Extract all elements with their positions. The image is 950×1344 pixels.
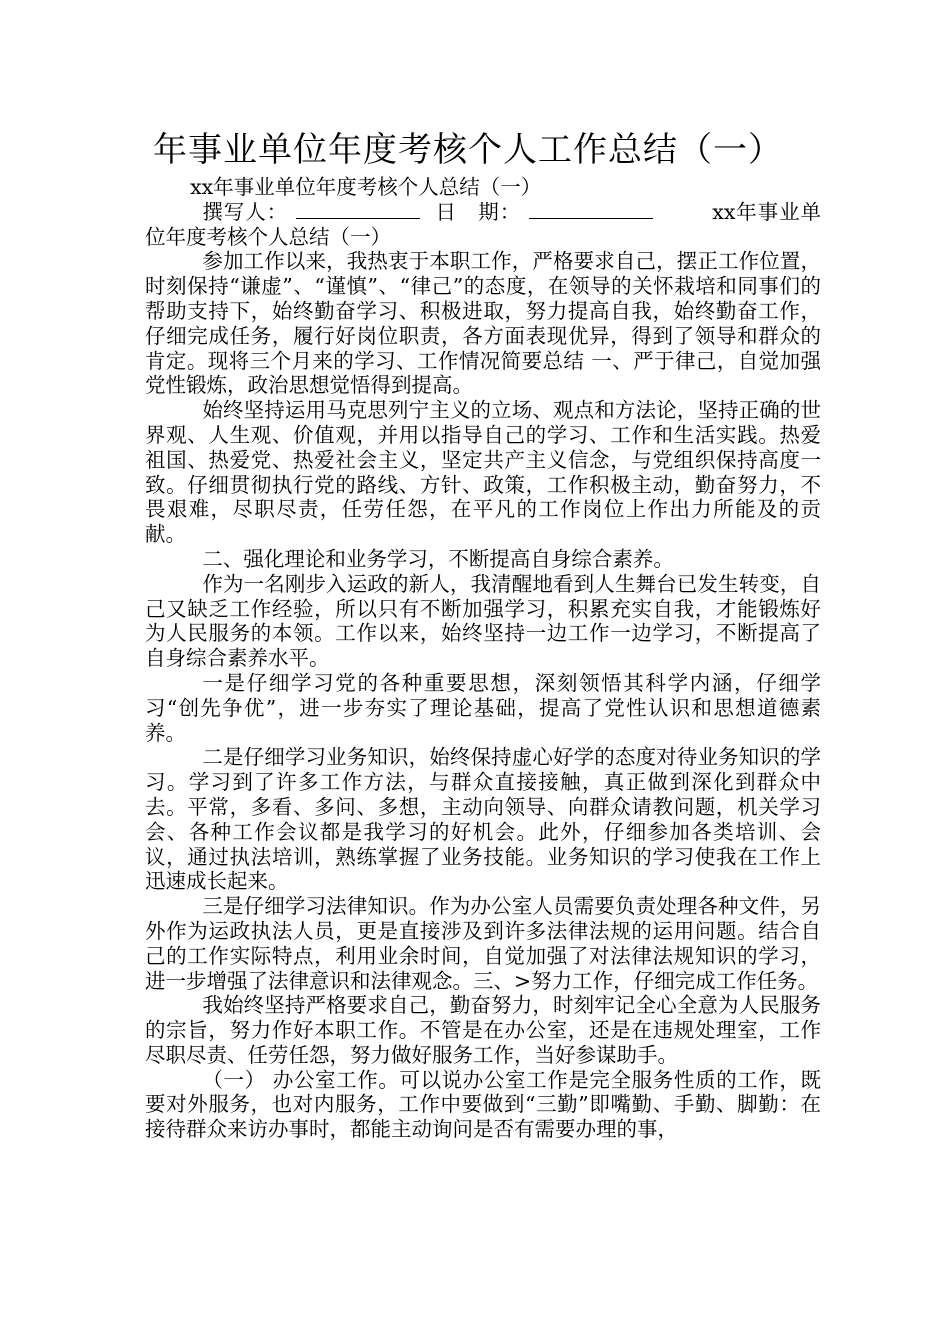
paragraph: 一是仔细学习党的各种重要思想，深刻领悟其科学内涵，仔细学习“创先争优”，进一步夯实了理论基础，提高了党性认识和思想道德素养。 <box>145 670 821 745</box>
section-heading: 二、强化理论和业务学习，不断提高自身综合素养。 <box>202 546 674 571</box>
paragraph: 我始终坚持严格要求自己，勤奋努力，时刻牢记全心全意为人民服务的宗旨，努力作好本职工作。不管是在办公室，还是在违规处理室，工作尽职尽责、任劳任怨，努力做好服务工作，当好参谋助手。 <box>145 993 821 1067</box>
author-label: 撰写人： <box>202 199 289 224</box>
paragraph: （一） 办公室工作。可以说办公室工作是完全服务性质的工作，既要对外服务，也对内服务，工作中要做到“三勤”即嘴勤、手勤、脚勤：在接待群众来访办事时，都能主动询问是否有需要办理的事， <box>145 1067 821 1142</box>
document-subtitle: xx年事业单位年度考核个人总结（一） <box>190 175 542 199</box>
paragraph: 始终坚持运用马克思列宁主义的立场、观点和方法论，坚持正确的世界观、人生观、价值观，并用以指导自己的学习、工作和生活实践。热爱祖国、热爱党、热爱社会主义，坚定共产主义信念，与党组织保持高度一致。仔细贯彻执行党的路线、方针、政策，工作积极主动，勤奋努力，不畏艰难，尽职尽责，任劳任怨，在平凡的工作岗位上作出力所能及的贡献。 <box>145 398 821 547</box>
date-label: 日 期： <box>435 199 522 224</box>
meta-tail: xx年事业单位年度考核个人总结（一） <box>145 199 822 249</box>
date-blank <box>529 200 653 219</box>
paragraph: 作为一名刚步入运政的新人，我清醒地看到人生舞台已发生转变，自己又缺乏工作经验，所以只有不断加强学习，积累充实自我，才能锻炼好为人民服务的本领。工作以来，始终坚持一边工作一边学习，不断提高了自身综合素养水平。 <box>145 571 821 671</box>
document-meta-line <box>145 200 821 250</box>
document-body <box>145 175 821 1142</box>
paragraph: 二是仔细学习业务知识，始终保持虚心好学的态度对待业务知识的学习。学习到了许多工作方法，与群众直接接触，真正做到深化到群众中去。平常，多看、多问、多想，主动向领导、向群众请教问题，机关学习会、各种工作会议都是我学习的好机会。此外，仔细参加各类培训、会议，通过执法培训，熟练掌握了业务技能。业务知识的学习使我在工作上迅速成长起来。 <box>145 745 821 894</box>
paragraph: 参加工作以来，我热衷于本职工作，严格要求自己，摆正工作位置，时刻保持“谦虚”、“谨慎”、“律己”的态度，在领导的关怀栽培和同事们的帮助支持下，始终勤奋学习、积极进取，努力提高自我，始终勤奋工作，仔细完成任务，履行好岗位职责，各方面表现优异，得到了领导和群众的肯定。现将三个月来的学习、工作情况简要总结 一、严于律己，自觉加强党性锻炼，政治思想觉悟得到提高。 <box>145 249 821 398</box>
paragraph: 三是仔细学习法律知识。作为办公室人员需要负责处理各种文件，另外作为运政执法人员，更是直接涉及到许多法律法规的运用问题。结合自己的工作实际特点，利用业余时间，自觉加强了对法律法规知识的学习，进一步增强了法律意识和法律观念。三、>努力工作，仔细完成工作任务。 <box>145 894 821 993</box>
author-blank <box>296 200 420 219</box>
document-title: 年事业单位年度考核个人工作总结（一） <box>153 130 783 170</box>
